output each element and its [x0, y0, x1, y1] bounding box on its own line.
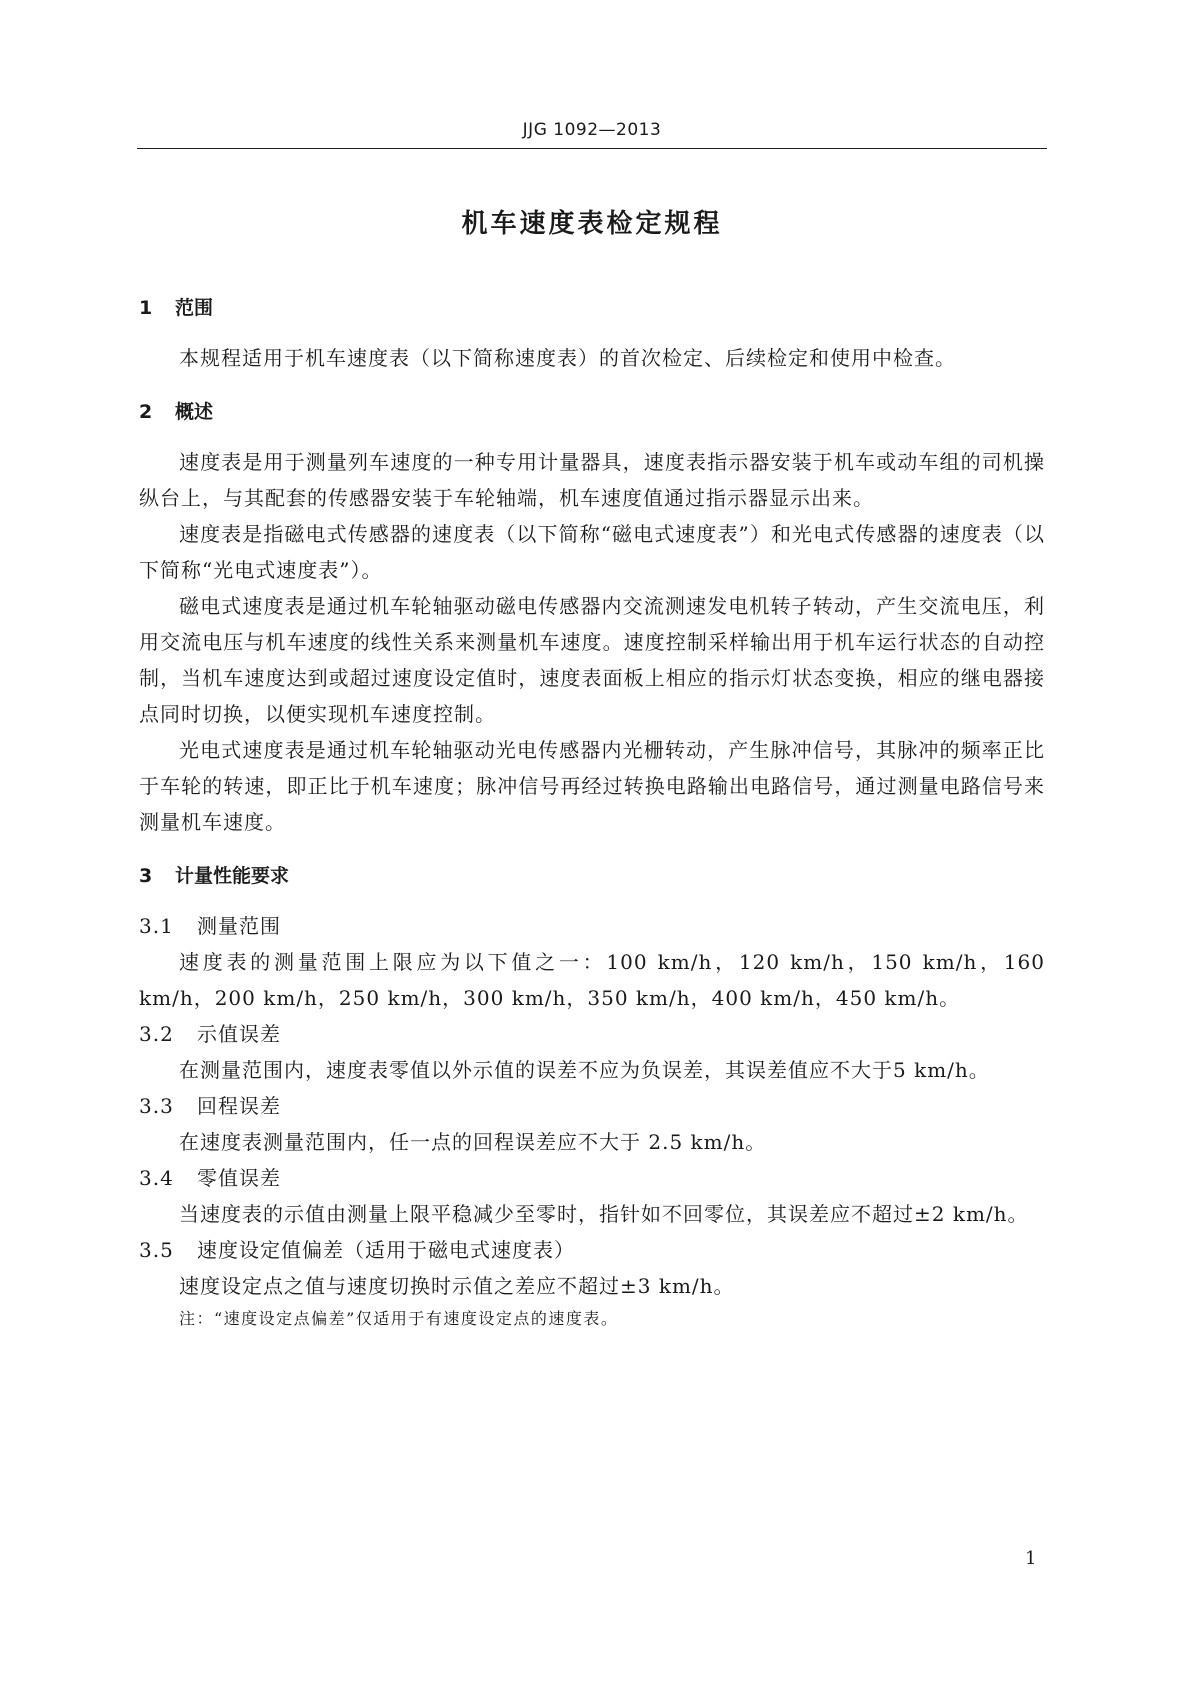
page-title: 机车速度表检定规程 [461, 209, 723, 239]
note: 注：“速度设定点偏差”仅适用于有速度设定点的速度表。 [179, 1309, 619, 1328]
subsection-3-3-heading [139, 1088, 1045, 1124]
section-title: 概述 [175, 401, 214, 423]
section-title: 计量性能要求 [175, 865, 290, 887]
subsection-3-1-paragraph: 速度表的测量范围上限应为以下值之一：100 km/h，120 km/h，150 km/h，160 km/h，200 km/h，250 km/h，300 km/h，350 km/h，400 km/h，450 km/h。 [139, 950, 1045, 1010]
subsection-title: 示值误差 [197, 1022, 281, 1046]
subsection-3-4-heading [139, 1160, 1045, 1196]
section-1-heading [139, 290, 1045, 326]
page-number: 1 [1025, 1548, 1037, 1569]
subsection-title: 测量范围 [197, 914, 281, 938]
section-title: 范围 [175, 297, 214, 319]
section-number: 3 [139, 865, 153, 887]
section-2-paragraph-3: 磁电式速度表是通过机车轮轴驱动磁电传感器内交流测速发电机转子转动，产生交流电压，利用交流电压与机车速度的线性关系来测量机车速度。速度控制采样输出用于机车运行状态的自动控制，当机车速度达到或超过速度设定值时，速度表面板上相应的指示灯状态变换，相应的继电器接点同时切换，以便实现机车速度控制。 [139, 594, 1045, 726]
section-number: 2 [139, 401, 153, 423]
subsection-number: 3.2 [139, 1022, 174, 1046]
subsection-3-2-heading [139, 1016, 1045, 1052]
subsection-3-1-heading [139, 908, 1045, 944]
subsection-3-4-paragraph: 当速度表的示值由测量上限平稳减少至零时，指针如不回零位，其误差应不超过±2 km/h。 [179, 1202, 1029, 1226]
document-body [139, 290, 1045, 1334]
subsection-3-5-heading [139, 1232, 1045, 1268]
section-1-paragraph: 本规程适用于机车速度表（以下简称速度表）的首次检定、后续检定和使用中检查。 [179, 346, 956, 370]
section-number: 1 [139, 297, 153, 319]
subsection-3-5-paragraph: 速度设定点之值与速度切换时示值之差应不超过±3 km/h。 [179, 1274, 735, 1298]
subsection-number: 3.4 [139, 1166, 174, 1190]
document-code-header: JJG 1092—2013 [522, 120, 662, 140]
subsection-title: 回程误差 [197, 1094, 281, 1118]
header-rule [137, 148, 1047, 149]
subsection-number: 3.3 [139, 1094, 174, 1118]
subsection-3-2-paragraph: 在测量范围内，速度表零值以外示值的误差不应为负误差，其误差值应不大于5 km/h。 [179, 1058, 990, 1082]
section-2-paragraph-4: 光电式速度表是通过机车轮轴驱动光电传感器内光栅转动，产生脉冲信号，其脉冲的频率正比于车轮的转速，即正比于机车速度；脉冲信号再经过转换电路输出电路信号，通过测量电路信号来测量机车速度。 [139, 738, 1045, 834]
subsection-title: 零值误差 [197, 1166, 281, 1190]
subsection-title: 速度设定值偏差（适用于磁电式速度表） [197, 1238, 575, 1262]
subsection-3-3-paragraph: 在速度表测量范围内，任一点的回程误差应不大于 2.5 km/h。 [179, 1130, 767, 1154]
section-2-paragraph-1: 速度表是用于测量列车速度的一种专用计量器具，速度表指示器安装于机车或动车组的司机操纵台上，与其配套的传感器安装于车轮轴端，机车速度值通过指示器显示出来。 [139, 450, 1045, 510]
subsection-number: 3.1 [139, 914, 174, 938]
section-3-heading [139, 858, 1045, 894]
subsection-number: 3.5 [139, 1238, 174, 1262]
section-2-paragraph-2: 速度表是指磁电式传感器的速度表（以下简称“磁电式速度表”）和光电式传感器的速度表（以下简称“光电式速度表”）。 [139, 522, 1045, 582]
section-2-heading [139, 394, 1045, 430]
